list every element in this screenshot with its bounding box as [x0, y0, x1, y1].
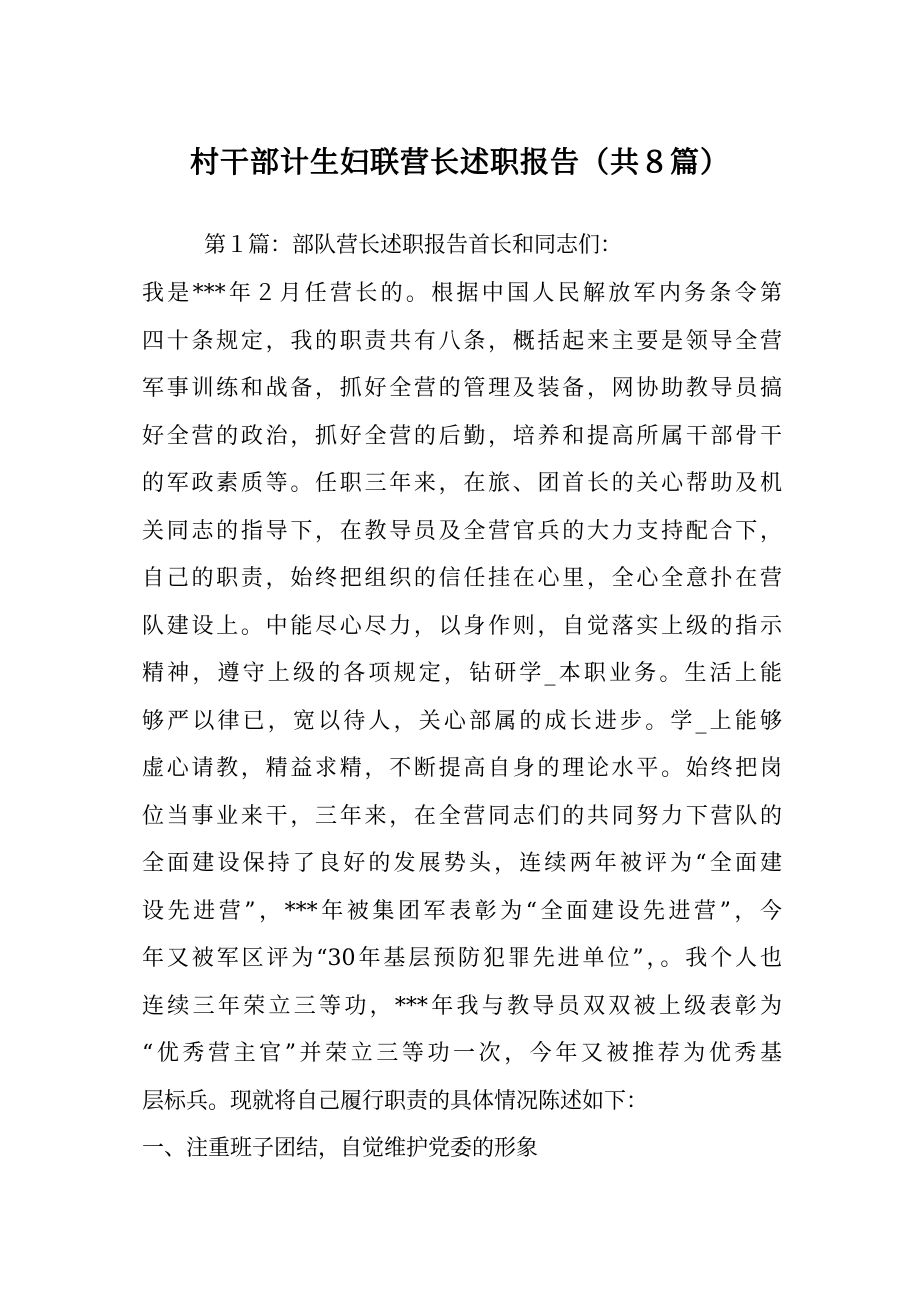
body-line: 设先进营”，***年被集团军表彰为“全面建设先进营”，今	[142, 898, 782, 924]
document-title: 村干部计生妇联营长述职报告（共８篇）	[189, 145, 730, 179]
body-text	[142, 270, 782, 1173]
body-line: 四十条规定，我的职责共有八条，概括起来主要是领导全营	[142, 328, 782, 354]
body-line: 我是***年２月任营长的。根据中国人民解放军内务条令第	[142, 281, 782, 306]
body-line: 精神，遵守上级的各项规定，钻研学_本职业务。生活上能	[142, 661, 782, 686]
body-line: “优秀营主官”并荣立三等功一次，今年又被推荐为优秀基	[142, 1041, 782, 1066]
section-heading: 第１篇：部队营长述职报告首长和同志们：	[204, 233, 623, 258]
body-line: 关同志的指导下，在教导员及全营官兵的大力支持配合下，	[142, 518, 782, 544]
body-line: 一、注重班子团结，自觉维护党委的形象	[142, 1136, 539, 1161]
body-line: 层标兵。现就将自己履行职责的具体情况陈述如下：	[142, 1088, 649, 1114]
body-line: 年又被军区评为“30年基层预防犯罪先进单位”，。我个人也	[142, 946, 782, 971]
body-line: 队建设上。中能尽心尽力，以身作则，自觉落实上级的指示	[142, 613, 782, 639]
body-line: 自己的职责，始终把组织的信任挂在心里，全心全意扑在营	[142, 566, 782, 591]
body-line: 够严以律已，宽以待人，关心部属的成长进步。学_上能够	[142, 708, 782, 734]
body-line: 位当事业来干，三年来，在全营同志们的共同努力下营队的	[142, 803, 782, 829]
body-line: 好全营的政治，抓好全营的后勤，培养和提高所属干部骨干	[142, 423, 782, 449]
body-line: 军事训练和战备，抓好全营的管理及装备，网协助教导员搞	[142, 376, 782, 401]
body-line: 虚心请教，精益求精，不断提高自身的理论水平。始终把岗	[142, 756, 782, 781]
body-line: 连续三年荣立三等功，***年我与教导员双双被上级表彰为	[142, 993, 782, 1019]
body-line: 全面建设保持了良好的发展势头，连续两年被评为“全面建	[142, 851, 782, 876]
body-line: 的军政素质等。任职三年来，在旅、团首长的关心帮助及机	[142, 471, 782, 496]
